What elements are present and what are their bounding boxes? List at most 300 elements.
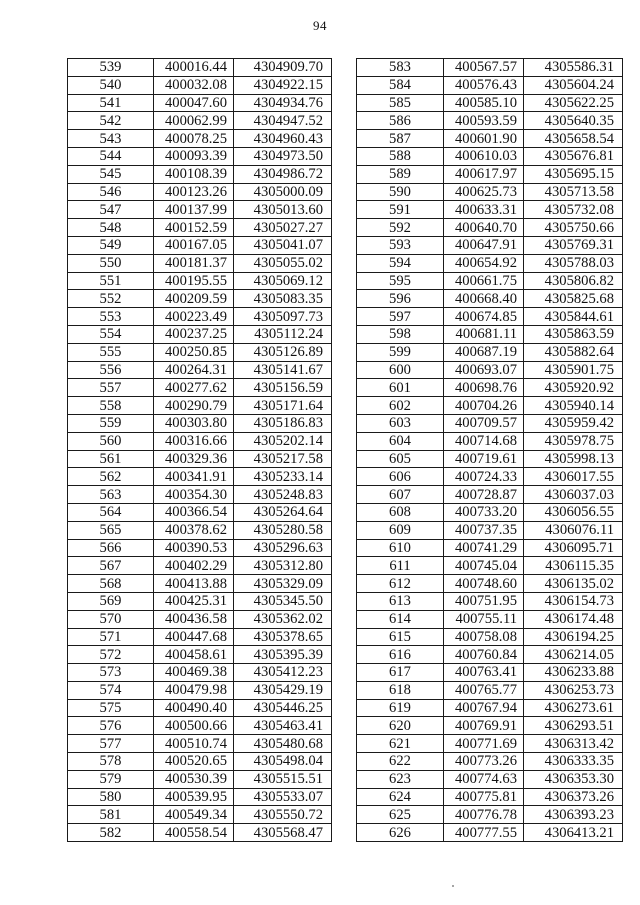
table-row — [357, 610, 623, 628]
y-coordinate-cell: 4305515.51 — [234, 770, 332, 788]
point-number-cell: 543 — [68, 130, 154, 148]
x-coordinate-cell: 400354.30 — [154, 486, 234, 504]
point-number-cell: 625 — [357, 806, 444, 824]
table-row — [357, 468, 623, 486]
point-number-cell: 566 — [68, 539, 154, 557]
y-coordinate-cell: 4305940.14 — [524, 397, 623, 415]
point-number-cell: 569 — [68, 592, 154, 610]
table-row — [68, 806, 332, 824]
point-number-cell: 574 — [68, 681, 154, 699]
y-coordinate-cell: 4306076.11 — [524, 521, 623, 539]
x-coordinate-cell: 400661.75 — [444, 272, 524, 290]
x-coordinate-cell: 400576.43 — [444, 76, 524, 94]
y-coordinate-cell: 4305806.82 — [524, 272, 623, 290]
table-row — [357, 450, 623, 468]
x-coordinate-cell: 400167.05 — [154, 236, 234, 254]
point-number-cell: 612 — [357, 575, 444, 593]
y-coordinate-cell: 4305998.13 — [524, 450, 623, 468]
x-coordinate-cell: 400765.77 — [444, 681, 524, 699]
point-number-cell: 592 — [357, 219, 444, 237]
point-number-cell: 585 — [357, 94, 444, 112]
x-coordinate-cell: 400585.10 — [444, 94, 524, 112]
point-number-cell: 546 — [68, 183, 154, 201]
table-row — [357, 308, 623, 326]
point-number-cell: 580 — [68, 788, 154, 806]
x-coordinate-cell: 400290.79 — [154, 397, 234, 415]
y-coordinate-cell: 4305713.58 — [524, 183, 623, 201]
x-coordinate-cell: 400413.88 — [154, 575, 234, 593]
x-coordinate-cell: 400303.80 — [154, 414, 234, 432]
point-number-cell: 540 — [68, 76, 154, 94]
x-coordinate-cell: 400510.74 — [154, 735, 234, 753]
x-coordinate-cell: 400687.19 — [444, 343, 524, 361]
x-coordinate-cell: 400681.11 — [444, 325, 524, 343]
table-row — [357, 76, 623, 94]
x-coordinate-cell: 400674.85 — [444, 308, 524, 326]
table-row — [357, 592, 623, 610]
table-row — [68, 112, 332, 130]
x-coordinate-cell: 400733.20 — [444, 503, 524, 521]
x-coordinate-cell: 400277.62 — [154, 379, 234, 397]
point-number-cell: 541 — [68, 94, 154, 112]
x-coordinate-cell: 400520.65 — [154, 753, 234, 771]
table-row — [68, 343, 332, 361]
y-coordinate-cell: 4305658.54 — [524, 130, 623, 148]
y-coordinate-cell: 4306017.55 — [524, 468, 623, 486]
point-number-cell: 562 — [68, 468, 154, 486]
x-coordinate-cell: 400237.25 — [154, 325, 234, 343]
table-row — [68, 76, 332, 94]
table-row — [68, 468, 332, 486]
point-number-cell: 595 — [357, 272, 444, 290]
x-coordinate-cell: 400436.58 — [154, 610, 234, 628]
y-coordinate-cell: 4306293.51 — [524, 717, 623, 735]
x-coordinate-cell: 400771.69 — [444, 735, 524, 753]
point-number-cell: 618 — [357, 681, 444, 699]
table-row — [68, 414, 332, 432]
coordinates-table-body — [357, 59, 623, 842]
table-row — [357, 112, 623, 130]
y-coordinate-cell: 4305901.75 — [524, 361, 623, 379]
table-row — [357, 539, 623, 557]
x-coordinate-cell: 400530.39 — [154, 770, 234, 788]
y-coordinate-cell: 4306115.35 — [524, 557, 623, 575]
point-number-cell: 606 — [357, 468, 444, 486]
point-number-cell: 613 — [357, 592, 444, 610]
point-number-cell: 626 — [357, 824, 444, 842]
table-row — [68, 770, 332, 788]
table-row — [357, 770, 623, 788]
y-coordinate-cell: 4305141.67 — [234, 361, 332, 379]
x-coordinate-cell: 400479.98 — [154, 681, 234, 699]
y-coordinate-cell: 4305233.14 — [234, 468, 332, 486]
table-row — [357, 521, 623, 539]
table-row — [68, 521, 332, 539]
x-coordinate-cell: 400549.34 — [154, 806, 234, 824]
x-coordinate-cell: 400062.99 — [154, 112, 234, 130]
x-coordinate-cell: 400016.44 — [154, 59, 234, 77]
x-coordinate-cell: 400378.62 — [154, 521, 234, 539]
x-coordinate-cell: 400469.38 — [154, 664, 234, 682]
point-number-cell: 624 — [357, 788, 444, 806]
table-row — [68, 788, 332, 806]
table-row — [68, 628, 332, 646]
y-coordinate-cell: 4305429.19 — [234, 681, 332, 699]
table-row — [357, 94, 623, 112]
x-coordinate-cell: 400724.33 — [444, 468, 524, 486]
point-number-cell: 545 — [68, 165, 154, 183]
table-row — [68, 130, 332, 148]
table-row — [357, 254, 623, 272]
point-number-cell: 555 — [68, 343, 154, 361]
y-coordinate-cell: 4305186.83 — [234, 414, 332, 432]
point-number-cell: 553 — [68, 308, 154, 326]
y-coordinate-cell: 4306233.88 — [524, 664, 623, 682]
x-coordinate-cell: 400668.40 — [444, 290, 524, 308]
x-coordinate-cell: 400078.25 — [154, 130, 234, 148]
point-number-cell: 610 — [357, 539, 444, 557]
y-coordinate-cell: 4306194.25 — [524, 628, 623, 646]
y-coordinate-cell: 4305480.68 — [234, 735, 332, 753]
table-row — [357, 165, 623, 183]
x-coordinate-cell: 400704.26 — [444, 397, 524, 415]
y-coordinate-cell: 4305446.25 — [234, 699, 332, 717]
point-number-cell: 548 — [68, 219, 154, 237]
y-coordinate-cell: 4305604.24 — [524, 76, 623, 94]
y-coordinate-cell: 4305750.66 — [524, 219, 623, 237]
x-coordinate-cell: 400758.08 — [444, 628, 524, 646]
y-coordinate-cell: 4305978.75 — [524, 432, 623, 450]
y-coordinate-cell: 4305112.24 — [234, 325, 332, 343]
table-row — [68, 503, 332, 521]
point-number-cell: 603 — [357, 414, 444, 432]
y-coordinate-cell: 4305069.12 — [234, 272, 332, 290]
y-coordinate-cell: 4305345.50 — [234, 592, 332, 610]
x-coordinate-cell: 400745.04 — [444, 557, 524, 575]
point-number-cell: 554 — [68, 325, 154, 343]
point-number-cell: 599 — [357, 343, 444, 361]
x-coordinate-cell: 400390.53 — [154, 539, 234, 557]
y-coordinate-cell: 4305027.27 — [234, 219, 332, 237]
y-coordinate-cell: 4304986.72 — [234, 165, 332, 183]
y-coordinate-cell: 4305825.68 — [524, 290, 623, 308]
x-coordinate-cell: 400610.03 — [444, 147, 524, 165]
table-row — [68, 646, 332, 664]
x-coordinate-cell: 400490.40 — [154, 699, 234, 717]
table-row — [357, 575, 623, 593]
point-number-cell: 598 — [357, 325, 444, 343]
x-coordinate-cell: 400709.57 — [444, 414, 524, 432]
table-row — [68, 575, 332, 593]
x-coordinate-cell: 400601.90 — [444, 130, 524, 148]
x-coordinate-cell: 400714.68 — [444, 432, 524, 450]
point-number-cell: 608 — [357, 503, 444, 521]
table-row — [357, 646, 623, 664]
table-row — [68, 361, 332, 379]
x-coordinate-cell: 400123.26 — [154, 183, 234, 201]
y-coordinate-cell: 4305412.23 — [234, 664, 332, 682]
x-coordinate-cell: 400032.08 — [154, 76, 234, 94]
table-row — [68, 219, 332, 237]
point-number-cell: 616 — [357, 646, 444, 664]
y-coordinate-cell: 4306056.55 — [524, 503, 623, 521]
point-number-cell: 561 — [68, 450, 154, 468]
point-number-cell: 571 — [68, 628, 154, 646]
table-row — [68, 824, 332, 842]
table-row — [68, 486, 332, 504]
x-coordinate-cell: 400152.59 — [154, 219, 234, 237]
point-number-cell: 593 — [357, 236, 444, 254]
table-row — [357, 788, 623, 806]
table-row — [357, 272, 623, 290]
point-number-cell: 539 — [68, 59, 154, 77]
y-coordinate-cell: 4305280.58 — [234, 521, 332, 539]
table-row — [68, 165, 332, 183]
table-row — [68, 254, 332, 272]
table-row — [357, 432, 623, 450]
y-coordinate-cell: 4305041.07 — [234, 236, 332, 254]
table-row — [357, 59, 623, 77]
table-row — [68, 539, 332, 557]
point-number-cell: 547 — [68, 201, 154, 219]
point-number-cell: 615 — [357, 628, 444, 646]
table-row — [357, 735, 623, 753]
table-row — [68, 379, 332, 397]
table-row — [357, 486, 623, 504]
x-coordinate-cell: 400647.91 — [444, 236, 524, 254]
point-number-cell: 584 — [357, 76, 444, 94]
y-coordinate-cell: 4306253.73 — [524, 681, 623, 699]
table-row — [68, 147, 332, 165]
table-row — [357, 379, 623, 397]
point-number-cell: 623 — [357, 770, 444, 788]
point-number-cell: 604 — [357, 432, 444, 450]
x-coordinate-cell: 400773.26 — [444, 753, 524, 771]
y-coordinate-cell: 4306373.26 — [524, 788, 623, 806]
y-coordinate-cell: 4305882.64 — [524, 343, 623, 361]
table-row — [357, 557, 623, 575]
point-number-cell: 621 — [357, 735, 444, 753]
table-row — [68, 664, 332, 682]
coordinates-table-left — [67, 58, 332, 842]
table-row — [357, 717, 623, 735]
table-row — [357, 503, 623, 521]
point-number-cell: 591 — [357, 201, 444, 219]
x-coordinate-cell: 400341.91 — [154, 468, 234, 486]
y-coordinate-cell: 4304934.76 — [234, 94, 332, 112]
x-coordinate-cell: 400741.29 — [444, 539, 524, 557]
y-coordinate-cell: 4306273.61 — [524, 699, 623, 717]
table-row — [357, 236, 623, 254]
table-row — [357, 201, 623, 219]
table-row — [357, 414, 623, 432]
y-coordinate-cell: 4304973.50 — [234, 147, 332, 165]
y-coordinate-cell: 4306353.30 — [524, 770, 623, 788]
point-number-cell: 594 — [357, 254, 444, 272]
y-coordinate-cell: 4304909.70 — [234, 59, 332, 77]
x-coordinate-cell: 400539.95 — [154, 788, 234, 806]
point-number-cell: 570 — [68, 610, 154, 628]
x-coordinate-cell: 400617.97 — [444, 165, 524, 183]
point-number-cell: 577 — [68, 735, 154, 753]
y-coordinate-cell: 4305844.61 — [524, 308, 623, 326]
table-row — [357, 397, 623, 415]
x-coordinate-cell: 400500.66 — [154, 717, 234, 735]
point-number-cell: 617 — [357, 664, 444, 682]
y-coordinate-cell: 4305863.59 — [524, 325, 623, 343]
point-number-cell: 557 — [68, 379, 154, 397]
y-coordinate-cell: 4305264.64 — [234, 503, 332, 521]
x-coordinate-cell: 400625.73 — [444, 183, 524, 201]
x-coordinate-cell: 400567.57 — [444, 59, 524, 77]
x-coordinate-cell: 400728.87 — [444, 486, 524, 504]
y-coordinate-cell: 4304922.15 — [234, 76, 332, 94]
table-row — [68, 59, 332, 77]
table-row — [68, 557, 332, 575]
scan-speck — [452, 885, 454, 887]
x-coordinate-cell: 400558.54 — [154, 824, 234, 842]
table-row — [68, 753, 332, 771]
page-number: 94 — [313, 18, 327, 33]
x-coordinate-cell: 400693.07 — [444, 361, 524, 379]
x-coordinate-cell: 400195.55 — [154, 272, 234, 290]
table-row — [357, 290, 623, 308]
y-coordinate-cell: 4305217.58 — [234, 450, 332, 468]
x-coordinate-cell: 400223.49 — [154, 308, 234, 326]
y-coordinate-cell: 4305171.64 — [234, 397, 332, 415]
x-coordinate-cell: 400763.41 — [444, 664, 524, 682]
table-row — [68, 272, 332, 290]
table-row — [68, 735, 332, 753]
table-row — [357, 824, 623, 842]
x-coordinate-cell: 400093.39 — [154, 147, 234, 165]
point-number-cell: 578 — [68, 753, 154, 771]
point-number-cell: 544 — [68, 147, 154, 165]
point-number-cell: 602 — [357, 397, 444, 415]
table-row — [357, 361, 623, 379]
y-coordinate-cell: 4305640.35 — [524, 112, 623, 130]
point-number-cell: 596 — [357, 290, 444, 308]
point-number-cell: 573 — [68, 664, 154, 682]
table-row — [68, 183, 332, 201]
table-row — [68, 450, 332, 468]
table-row — [68, 681, 332, 699]
y-coordinate-cell: 4304947.52 — [234, 112, 332, 130]
x-coordinate-cell: 400719.61 — [444, 450, 524, 468]
table-row — [357, 219, 623, 237]
point-number-cell: 568 — [68, 575, 154, 593]
x-coordinate-cell: 400751.95 — [444, 592, 524, 610]
table-row — [357, 183, 623, 201]
point-number-cell: 556 — [68, 361, 154, 379]
coordinates-table-right — [356, 58, 623, 842]
y-coordinate-cell: 4306037.03 — [524, 486, 623, 504]
x-coordinate-cell: 400425.31 — [154, 592, 234, 610]
table-row — [68, 592, 332, 610]
y-coordinate-cell: 4305498.04 — [234, 753, 332, 771]
point-number-cell: 587 — [357, 130, 444, 148]
x-coordinate-cell: 400640.70 — [444, 219, 524, 237]
table-row — [357, 681, 623, 699]
point-number-cell: 611 — [357, 557, 444, 575]
y-coordinate-cell: 4305959.42 — [524, 414, 623, 432]
point-number-cell: 607 — [357, 486, 444, 504]
table-row — [68, 699, 332, 717]
y-coordinate-cell: 4305055.02 — [234, 254, 332, 272]
point-number-cell: 558 — [68, 397, 154, 415]
y-coordinate-cell: 4306393.23 — [524, 806, 623, 824]
point-number-cell: 582 — [68, 824, 154, 842]
point-number-cell: 620 — [357, 717, 444, 735]
y-coordinate-cell: 4305013.60 — [234, 201, 332, 219]
x-coordinate-cell: 400329.36 — [154, 450, 234, 468]
x-coordinate-cell: 400209.59 — [154, 290, 234, 308]
table-row — [357, 147, 623, 165]
x-coordinate-cell: 400137.99 — [154, 201, 234, 219]
point-number-cell: 583 — [357, 59, 444, 77]
table-row — [68, 94, 332, 112]
point-number-cell: 567 — [68, 557, 154, 575]
y-coordinate-cell: 4305920.92 — [524, 379, 623, 397]
x-coordinate-cell: 400767.94 — [444, 699, 524, 717]
x-coordinate-cell: 400593.59 — [444, 112, 524, 130]
y-coordinate-cell: 4306174.48 — [524, 610, 623, 628]
point-number-cell: 552 — [68, 290, 154, 308]
y-coordinate-cell: 4304960.43 — [234, 130, 332, 148]
table-row — [357, 628, 623, 646]
table-row — [68, 325, 332, 343]
point-number-cell: 572 — [68, 646, 154, 664]
point-number-cell: 559 — [68, 414, 154, 432]
table-row — [68, 236, 332, 254]
table-row — [68, 717, 332, 735]
y-coordinate-cell: 4305533.07 — [234, 788, 332, 806]
y-coordinate-cell: 4305248.83 — [234, 486, 332, 504]
x-coordinate-cell: 400181.37 — [154, 254, 234, 272]
y-coordinate-cell: 4306135.02 — [524, 575, 623, 593]
point-number-cell: 590 — [357, 183, 444, 201]
y-coordinate-cell: 4305622.25 — [524, 94, 623, 112]
point-number-cell: 564 — [68, 503, 154, 521]
y-coordinate-cell: 4305000.09 — [234, 183, 332, 201]
point-number-cell: 600 — [357, 361, 444, 379]
y-coordinate-cell: 4305769.31 — [524, 236, 623, 254]
table-row — [357, 343, 623, 361]
y-coordinate-cell: 4305156.59 — [234, 379, 332, 397]
x-coordinate-cell: 400777.55 — [444, 824, 524, 842]
y-coordinate-cell: 4305788.03 — [524, 254, 623, 272]
y-coordinate-cell: 4306154.73 — [524, 592, 623, 610]
x-coordinate-cell: 400774.63 — [444, 770, 524, 788]
y-coordinate-cell: 4305463.41 — [234, 717, 332, 735]
x-coordinate-cell: 400458.61 — [154, 646, 234, 664]
point-number-cell: 581 — [68, 806, 154, 824]
x-coordinate-cell: 400769.91 — [444, 717, 524, 735]
table-row — [68, 290, 332, 308]
point-number-cell: 588 — [357, 147, 444, 165]
table-row — [357, 664, 623, 682]
point-number-cell: 619 — [357, 699, 444, 717]
table-row — [357, 753, 623, 771]
y-coordinate-cell: 4305312.80 — [234, 557, 332, 575]
y-coordinate-cell: 4305586.31 — [524, 59, 623, 77]
y-coordinate-cell: 4305568.47 — [234, 824, 332, 842]
table-row — [68, 397, 332, 415]
y-coordinate-cell: 4305083.35 — [234, 290, 332, 308]
y-coordinate-cell: 4306313.42 — [524, 735, 623, 753]
x-coordinate-cell: 400775.81 — [444, 788, 524, 806]
y-coordinate-cell: 4306095.71 — [524, 539, 623, 557]
